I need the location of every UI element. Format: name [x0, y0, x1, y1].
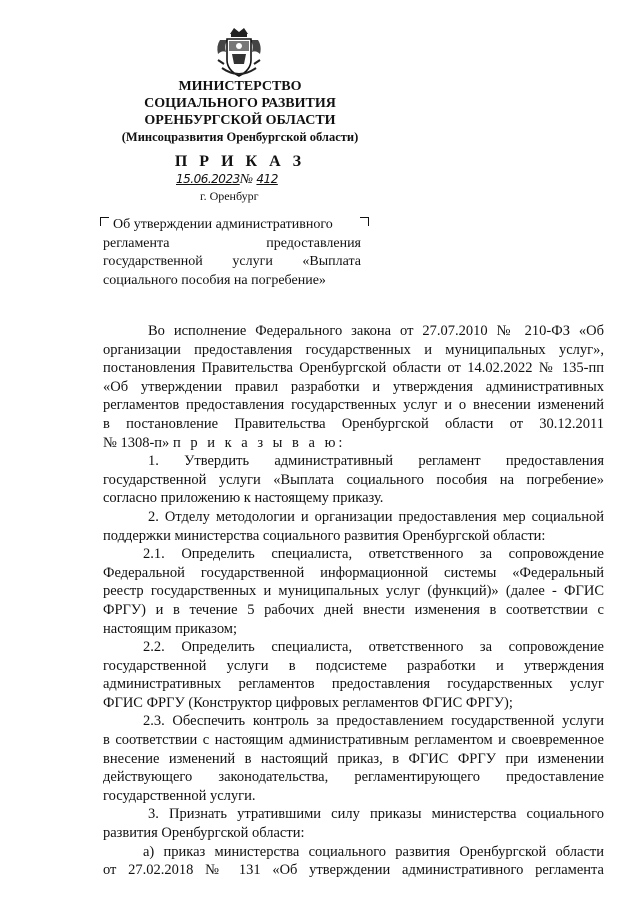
body-line: от 27.02.2018 № 131 «Об утверждении административного регламента — [103, 862, 604, 879]
city: г. Оренбург — [200, 189, 259, 203]
subject-word: регламента — [103, 235, 170, 251]
subject-word: услуги — [232, 254, 273, 269]
body-line: государственной услуги «Выплата социального пособия на погребение» — [103, 471, 604, 488]
order-date: 15.06.2023 — [176, 172, 240, 186]
subject-line: Об утверждении административного — [113, 217, 333, 232]
body-line: внесение изменений в настоящий приказ, в ФГИС ФРГУ при изменении — [103, 750, 604, 767]
body-line: организации предоставления государственных и муниципальных услуг», — [103, 341, 604, 358]
subject-line — [103, 235, 361, 254]
body-line: постановления Правительства Оренбургской области от 14.02.2022 № 135-пп — [103, 360, 604, 377]
number-sign: № — [239, 172, 253, 187]
subject-bracket-right — [360, 217, 369, 226]
body-line: Федеральной государственной информационной системы «Федеральный — [103, 564, 604, 581]
body-line: регламентов предоставления государственных услуг и о внесении изменений — [103, 397, 604, 414]
body-line: государственной услуги в подсистеме разработки и утверждения — [103, 657, 604, 674]
order-body — [103, 322, 604, 880]
body-line: в постановление Правительства Оренбургской области от 30.12.2011 — [103, 415, 604, 432]
order-number: 412 — [256, 172, 278, 186]
body-line: ФРГУ) и в течение 5 рабочих дней внести изменения в соответствии с — [103, 601, 604, 618]
subject-line — [103, 253, 361, 272]
body-line: 3. Признать утратившими силу приказы министерства социального — [148, 806, 604, 823]
order-title: П Р И К А З — [174, 153, 306, 170]
order-date-number — [176, 172, 306, 188]
body-line: реестр государственных и муниципальных услуг (функций)» (далее - ФГИС — [103, 583, 604, 600]
body-line: действующего законодательства, регламентирующего предоставление — [103, 769, 604, 786]
body-line — [103, 434, 604, 453]
body-line: настоящим приказом; — [103, 620, 237, 637]
body-line: 2. Отделу методологии и организации предоставления мер социальной — [148, 508, 604, 525]
subject-line: социального пособия на погребение» — [103, 272, 326, 288]
coat-of-arms-emblem-icon — [212, 24, 266, 80]
subject-word: «Выплата — [302, 254, 361, 269]
body-line: государственной услуги. — [103, 787, 256, 804]
org-line-1: МИНИСТЕРСТВО — [178, 79, 302, 94]
body-line: 2.1. Определить специалиста, ответственного за сопровождение — [143, 546, 604, 563]
org-line-2: СОЦИАЛЬНОГО РАЗВИТИЯ — [144, 96, 336, 111]
body-line: ФГИС ФРГУ (Конструктор цифровых регламентов ФГИС ФРГУ); — [103, 694, 513, 711]
body-line: 2.3. Обеспечить контроль за предоставлением государственной услуги — [143, 713, 604, 730]
order-subject — [103, 216, 361, 290]
body-line: поддержки министерства социального развития Оренбургской области: — [103, 527, 546, 544]
organization-name — [98, 78, 382, 146]
body-line: а) приказ министерства социального развития Оренбургской области — [143, 843, 604, 860]
org-line-4: (Минсоцразвития Оренбургской области) — [121, 130, 359, 144]
body-line: развития Оренбургской области: — [103, 825, 305, 842]
org-line-3: ОРЕНБУРГСКОЙ ОБЛАСТИ — [144, 113, 336, 128]
body-line: согласно приложению к настоящему приказу. — [103, 490, 384, 507]
body-text: № 1308-п» — [103, 434, 170, 451]
subject-word: предоставления — [266, 235, 361, 251]
body-line: в соответствии с настоящим административным регламентом и своевременное — [103, 732, 604, 749]
subject-word: государственной — [103, 254, 203, 269]
body-line: 2.2. Определить специалиста, ответственного за сопровождение — [143, 639, 604, 656]
body-line: «Об утверждении правил разработки и утверждения административных — [103, 378, 604, 395]
body-line: 1. Утвердить административный регламент предоставления — [148, 453, 604, 470]
body-line: административных регламентов предоставления государственных услуг — [103, 676, 604, 693]
order-verb: п р и к а з ы в а ю: — [172, 434, 346, 451]
body-line: Во исполнение Федерального закона от 27.07.2010 № 210-ФЗ «Об — [148, 323, 604, 339]
